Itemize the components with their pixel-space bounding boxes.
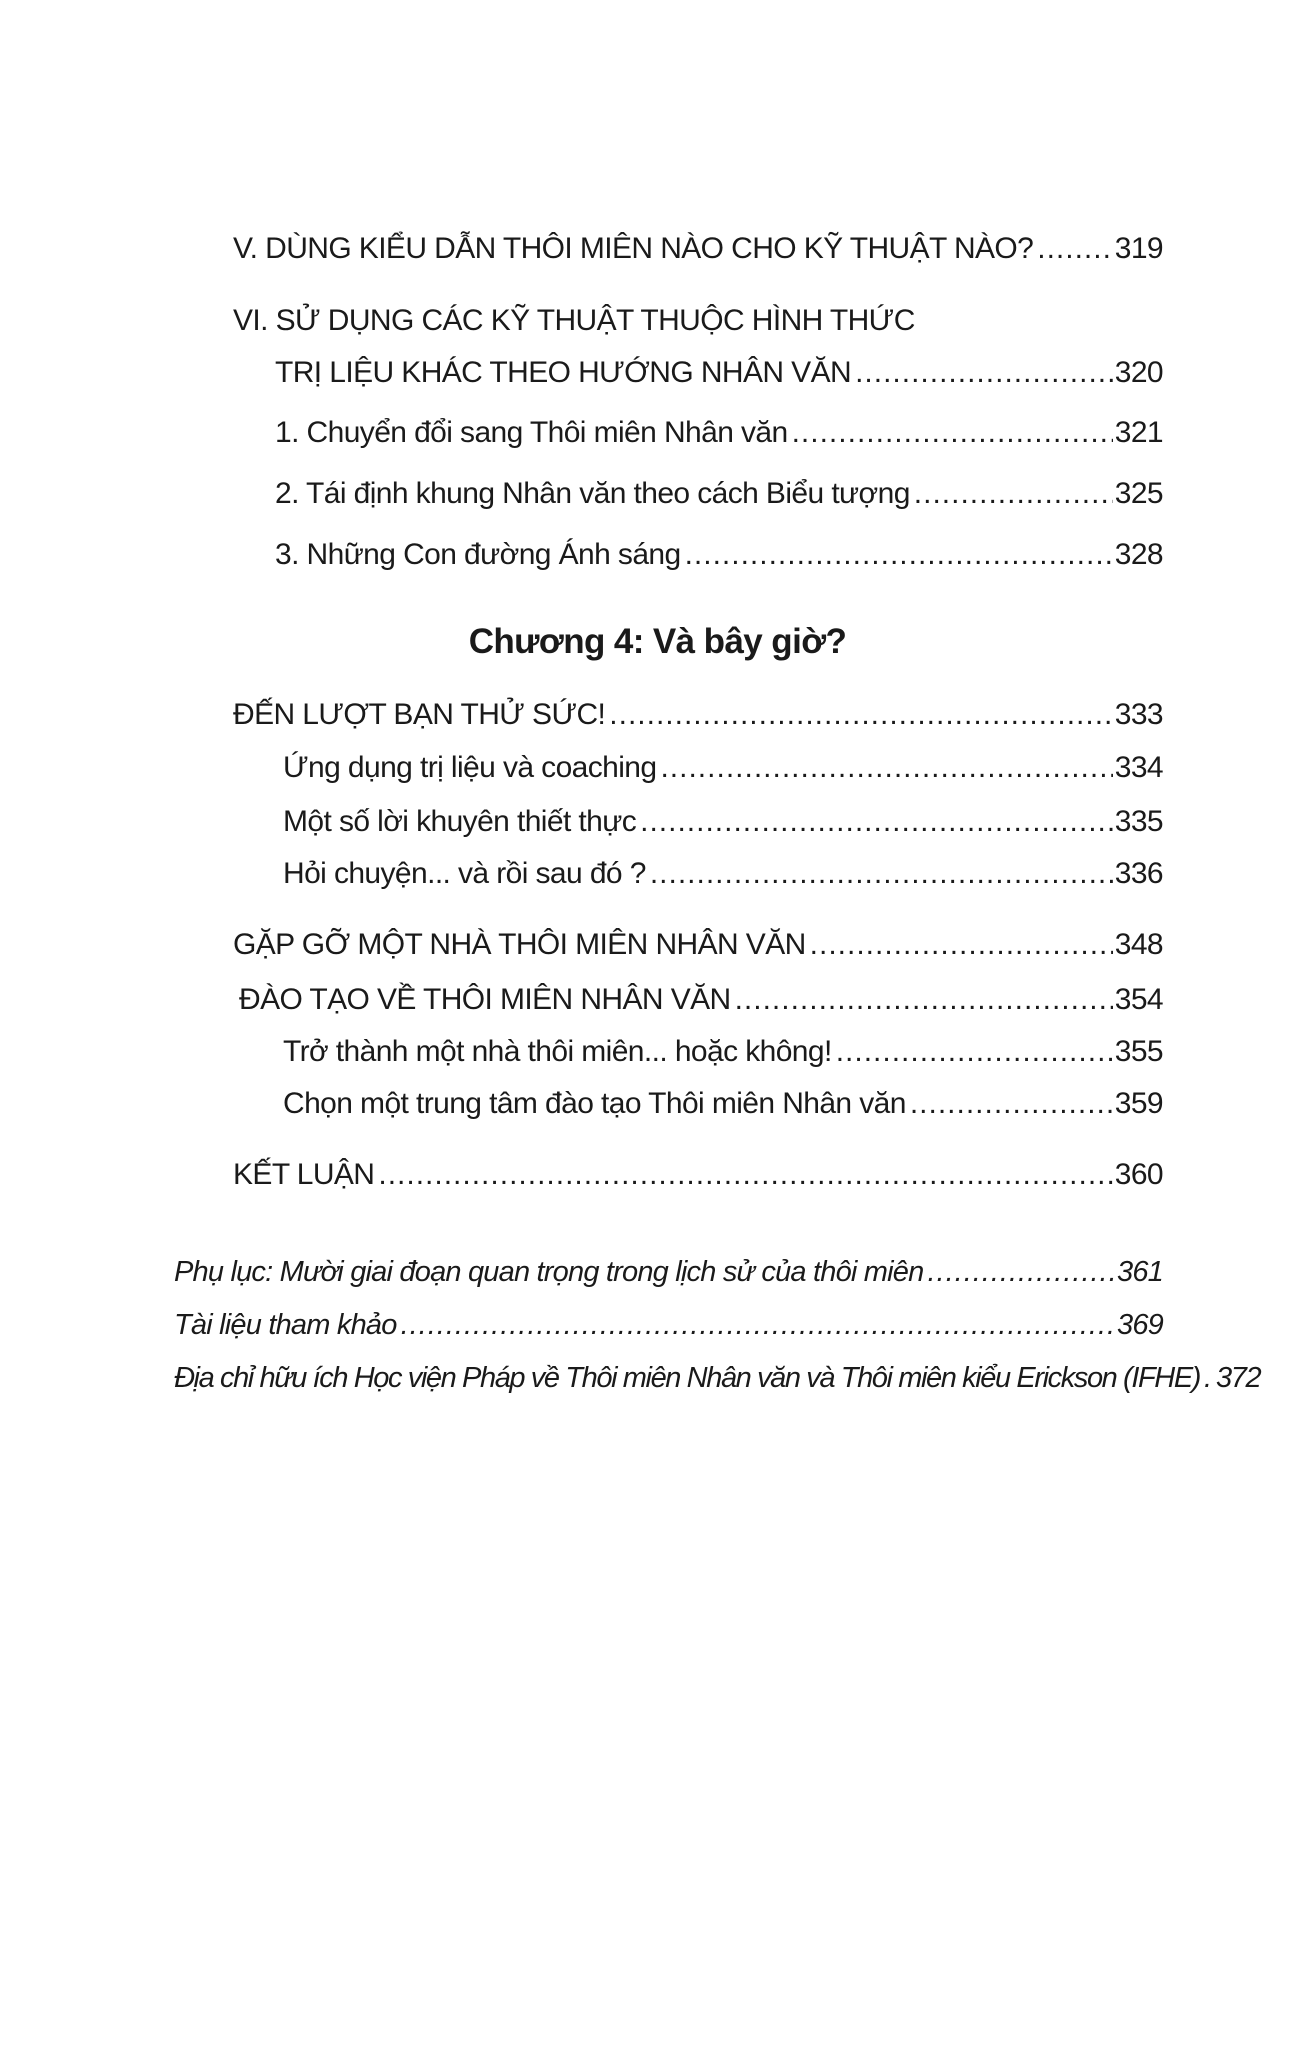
toc-entry-title: Chọn một trung tâm đào tạo Thôi miên Nhân văn	[283, 1087, 906, 1120]
toc-entry-dao-tao	[239, 980, 1163, 1020]
dot-leader	[855, 353, 1113, 393]
toc-entry-page: 355	[1114, 1035, 1163, 1068]
toc-entry-page: 369	[1117, 1309, 1163, 1341]
toc-entry-page: 361	[1117, 1256, 1163, 1288]
dot-leader	[914, 474, 1113, 514]
toc-entry-section-vi-line1: VI. SỬ DỤNG CÁC KỸ THUẬT THUỘC HÌNH THỨC	[233, 304, 915, 337]
dot-leader	[378, 1155, 1112, 1195]
toc-entry-appendix-2	[174, 1305, 1163, 1345]
toc-entry-appendix-1	[174, 1252, 1163, 1292]
toc-entry-title: Ứng dụng trị liệu và coaching	[283, 751, 657, 784]
dot-leader	[640, 802, 1113, 842]
toc-entry-title: Tài liệu tham khảo	[174, 1309, 397, 1341]
dot-leader	[910, 1084, 1113, 1124]
toc-entry-title: TRỊ LIỆU KHÁC THEO HƯỚNG NHÂN VĂN	[275, 356, 852, 389]
dot-leader	[792, 413, 1113, 453]
toc-entry-title: Một số lời khuyên thiết thực	[283, 805, 637, 838]
dot-leader	[810, 925, 1113, 965]
toc-entry-section-vi-item-1	[275, 413, 1163, 453]
dot-leader	[660, 748, 1112, 788]
toc-entry-page: 319	[1114, 232, 1163, 265]
toc-entry-title: V. DÙNG KIỂU DẪN THÔI MIÊN NÀO CHO KỸ THUẬT NÀO?	[233, 232, 1034, 265]
toc-entry-den-luot	[233, 695, 1163, 735]
chapter-heading: Chương 4: Và bây giờ?	[468, 622, 847, 661]
dot-leader	[1037, 229, 1112, 269]
dot-leader	[836, 1032, 1113, 1072]
dot-leader	[650, 854, 1113, 894]
toc-entry-title: KẾT LUẬN	[233, 1158, 375, 1191]
toc-entry-den-luot-item-3	[283, 854, 1163, 894]
toc-entry-title: Trở thành một nhà thôi miên... hoặc không!	[283, 1035, 832, 1068]
toc-entry-title: ĐẾN LƯỢT BẠN THỬ SỨC!	[233, 698, 606, 731]
toc-entry-page: 321	[1114, 416, 1163, 449]
toc-entry-page: 335	[1114, 805, 1163, 838]
toc-entry-page: 334	[1114, 751, 1163, 784]
toc-entry-page: 359	[1114, 1087, 1163, 1120]
toc-entry-den-luot-item-2	[283, 802, 1163, 842]
toc-entry-page: 354	[1114, 983, 1163, 1016]
toc-entry-page: 325	[1114, 477, 1163, 510]
toc-entry-section-vi-item-2	[275, 474, 1163, 514]
toc-entry-page: 372	[1216, 1362, 1261, 1394]
toc-entry-den-luot-item-1	[283, 748, 1163, 788]
toc-entry-ket-luan	[233, 1155, 1163, 1195]
toc-entry-page: 336	[1114, 857, 1163, 890]
toc-entry-title: 2. Tái định khung Nhân văn theo cách Biểu tượng	[275, 477, 910, 510]
toc-entry-page: 333	[1114, 698, 1163, 731]
toc-entry-title: GẶP GỠ MỘT NHÀ THÔI MIÊN NHÂN VĂN	[233, 928, 806, 961]
toc-entry-gap-go	[233, 925, 1163, 965]
toc-entry-page: 360	[1114, 1158, 1163, 1191]
toc-entry-section-vi-item-3	[275, 535, 1163, 575]
toc-entry-title: 3. Những Con đường Ánh sáng	[275, 538, 681, 571]
dot-leader	[685, 535, 1113, 575]
dot-leader	[401, 1305, 1115, 1345]
dot-leader	[1204, 1358, 1214, 1398]
toc-entry-appendix-3	[174, 1358, 1261, 1398]
toc-entry-title: Hỏi chuyện... và rồi sau đó ?	[283, 857, 646, 890]
toc-entry-section-v	[233, 229, 1163, 269]
toc-entry-title: Phụ lục: Mười giai đoạn quan trọng trong lịch sử của thôi miên	[174, 1256, 924, 1288]
dot-leader	[927, 1252, 1115, 1292]
toc-entry-page: 328	[1114, 538, 1163, 571]
dot-leader	[735, 980, 1113, 1020]
toc-entry-title: ĐÀO TẠO VỀ THÔI MIÊN NHÂN VĂN	[239, 983, 731, 1016]
toc-entry-page: 320	[1114, 356, 1163, 389]
toc-entry-dao-tao-item-1	[283, 1032, 1163, 1072]
toc-entry-section-vi	[275, 353, 1163, 393]
toc-entry-title: Địa chỉ hữu ích Học viện Pháp về Thôi miên Nhân văn và Thôi miên kiểu Erickson (IFHE)	[174, 1362, 1201, 1394]
toc-entry-dao-tao-item-2	[283, 1084, 1163, 1124]
toc-entry-page: 348	[1114, 928, 1163, 961]
toc-entry-title: 1. Chuyển đổi sang Thôi miên Nhân văn	[275, 416, 788, 449]
dot-leader	[609, 695, 1112, 735]
